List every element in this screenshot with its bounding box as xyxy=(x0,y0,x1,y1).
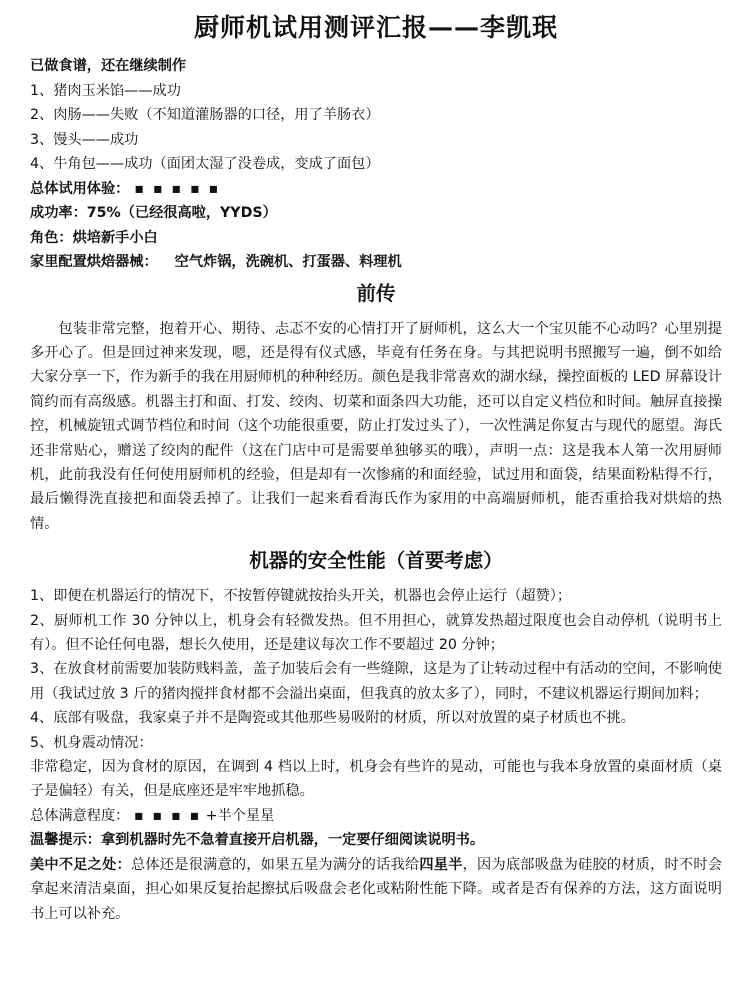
recipe-item: 1、猪肉玉米馅——成功 xyxy=(30,82,181,99)
experience-label: 总体试用体验： xyxy=(30,180,130,197)
experience-rating xyxy=(30,177,722,202)
safety-item-2: 2、厨师机工作 30 分钟以上，机身会有轻微发热。但不用担心，就算发热超过限度也会自动停机（说明书上有）。但不论任何电器，想长久使用，还是建议每次工作不要超过 20 分钟； xyxy=(30,612,722,653)
recipe-item: 3、馒头——成功 xyxy=(30,131,139,148)
safety-heading: 机器的安全性能（首要考虑） xyxy=(249,549,503,573)
role: 角色：烘培新手小白 xyxy=(30,229,158,246)
appliances-label: 家里配置烘焙器械： xyxy=(30,254,158,270)
recipe-item: 4、牛角包——成功（面团太湿了没卷成，变成了面包） xyxy=(30,156,380,172)
flaw-label: 美中不足之处： xyxy=(30,856,131,873)
safety-item-4: 4、底部有吸盘，我家桌子并不是陶瓷或其他那些易吸附的材质，所以对放置的桌子材质也不挑。 xyxy=(30,710,635,727)
success-rate: 成功率：75%（已经很高啦，YYDS） xyxy=(30,205,277,221)
flaw-rating: 四星半 xyxy=(419,856,463,873)
warm-tip xyxy=(30,828,722,853)
satisfaction-rating xyxy=(30,804,722,829)
satisfaction-extra: +半个星星 xyxy=(205,807,275,824)
flaw-text-a: 总体还是很满意的，如果五星为满分的话我给 xyxy=(130,856,420,873)
recipe-item: 2、肉肠——失败（不知道灌肠器的口径，用了羊肠衣） xyxy=(30,107,380,123)
safety-item-3: 3、在放食材前需要加装防贱料盖，盖子加装后会有一些缝隙，这是为了让转动过程中有活动的空间，不影响使用（我试过放 3 斤的猪肉搅拌食材都不会溢出桌面，但我真的放太多了），同时，不建议机器运行期间加料； xyxy=(30,661,722,702)
satisfaction-stars: ▪ ▪ ▪ ▪ xyxy=(133,807,202,824)
document-title: 厨师机试用测评汇报——李凯珉 xyxy=(193,13,558,42)
appliances-list: 空气炸锅，洗碗机、打蛋器、料理机 xyxy=(174,254,402,270)
flaw-text-b: ，因为底部吸盘为硅胶的材质，时不时会拿起来清洁桌面，担心如果反复抬起擦拭后吸盘会老化或粘附性能下降。或者是否有保养的方法，这方面说明书上可以补充。 xyxy=(30,856,722,922)
preface-heading: 前传 xyxy=(356,281,396,305)
tip-text: 拿到机器时先不急着直接开启机器，一定要仔细阅读说明书。 xyxy=(100,832,485,849)
tip-label: 温馨提示： xyxy=(30,832,101,849)
safety-item-5-detail: 非常稳定，因为食材的原因，在调到 4 档以上时，机身会有些许的晃动，可能也与我本身放置的桌面材质（桌子是偏轻）有关，但是底座还是牢牢地抓稳。 xyxy=(30,759,722,800)
safety-item-5: 5、机身震动情况： xyxy=(30,734,153,751)
appliances xyxy=(30,250,722,275)
satisfaction-label: 总体满意程度： xyxy=(30,807,130,824)
preface-paragraph: 包装非常完整，抱着开心、期待、忐忑不安的心情打开了厨师机，这么大一个宝贝能不心动吗？心里别提多开心了。但是回过神来发现，嗯，还是得有仪式感，毕竟有任务在身。与其把说明书照搬写一遍，倒不如给大家分享一下，作为新手的我在用厨师机的种种经历。颜色是我非常喜欢的湖水绿，操控面板的 LED 屏幕设计简约而有高级感。机器主打和面、打发、绞肉、切菜和面条四大功能，还可以自定义档位和时间。触屏直接操控，机械旋钮式调节档位和时间（这个功能很重要，防止打发过头了），一次性满足你复古与现代的愿望。海氏还非常贴心，赠送了绞肉的配件（这在门店中可是需要单独够买的哦），声明一点：这是我本人第一次用厨师机，此前我没有任何使用厨师机的经验，但是却有一次惨痛的和面经验，试过用和面袋，结果面粉粘得不行，最后懒得洗直接把和面袋丢掉了。让我们一起来看看海氏作为家用的中高端厨师机，能否重拾我对烘焙的热情。 xyxy=(30,320,722,532)
flaw-paragraph xyxy=(30,853,722,926)
safety-item-1: 1、即便在机器运行的情况下，不按暂停键就按抬头开关，机器也会停止运行（超赞）； xyxy=(30,588,572,605)
recipes-heading: 已做食谱，还在继续制作 xyxy=(30,58,187,74)
experience-stars: ▪ ▪ ▪ ▪ ▪ xyxy=(134,180,221,197)
